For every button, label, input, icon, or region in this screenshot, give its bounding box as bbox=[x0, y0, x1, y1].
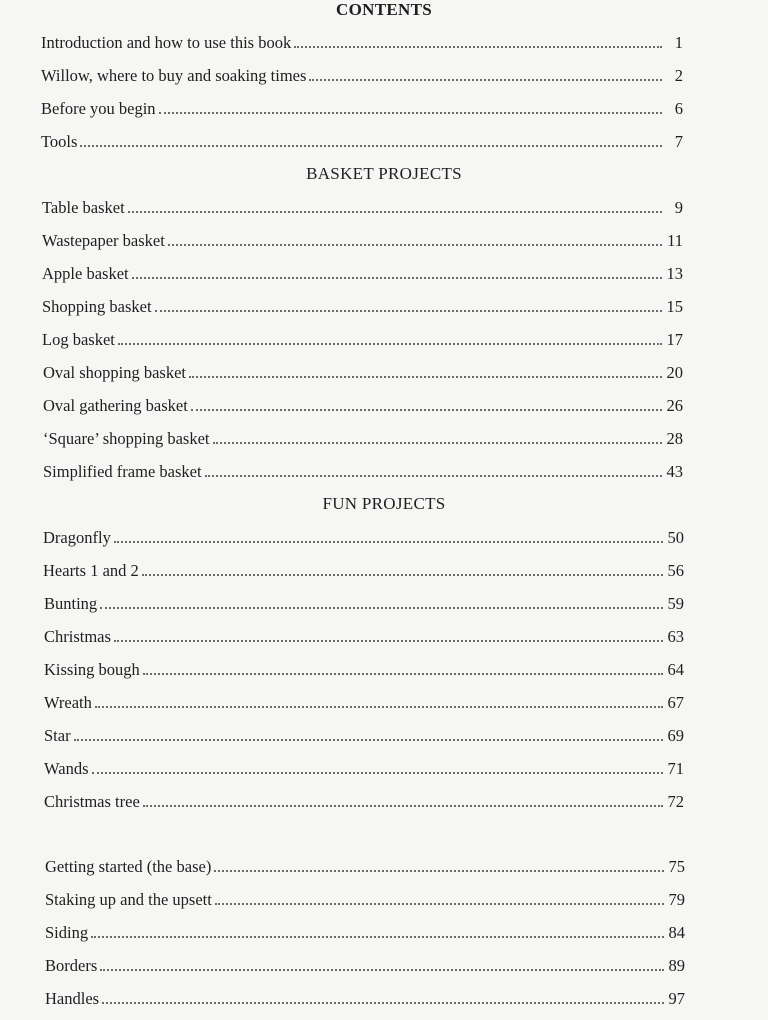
toc-entry-label: Star bbox=[44, 726, 71, 745]
dot-leader bbox=[189, 376, 662, 378]
toc-entry-label: Wands bbox=[44, 759, 89, 778]
toc-entry[interactable] bbox=[42, 198, 683, 222]
toc-entry[interactable] bbox=[43, 363, 683, 387]
toc-entry-page: 26 bbox=[666, 396, 683, 415]
dot-leader bbox=[142, 574, 663, 576]
toc-entry-page: 72 bbox=[667, 792, 684, 811]
dot-leader bbox=[95, 706, 663, 708]
toc-entry-page: 11 bbox=[667, 231, 683, 250]
toc-entry-page: 75 bbox=[668, 857, 685, 876]
toc-entry[interactable] bbox=[41, 33, 683, 57]
toc-entry-page: 69 bbox=[667, 726, 684, 745]
toc-entry[interactable] bbox=[44, 726, 684, 750]
toc-entry-label: Staking up and the upsett bbox=[45, 890, 212, 909]
dot-leader bbox=[168, 244, 662, 246]
toc-entry-page: 2 bbox=[674, 66, 683, 85]
toc-entry-label: Log basket bbox=[42, 330, 115, 349]
toc-entry-page: 84 bbox=[668, 923, 685, 942]
toc-entry-label: Wastepaper basket bbox=[42, 231, 165, 250]
toc-entry-label: Kissing bough bbox=[44, 660, 140, 679]
toc-entry-label: Willow, where to buy and soaking times bbox=[41, 66, 307, 85]
toc-entry-page: 15 bbox=[666, 297, 683, 316]
section-heading-fun-projects: FUN PROJECTS bbox=[322, 494, 446, 513]
toc-entry[interactable] bbox=[45, 923, 685, 947]
toc-entry[interactable] bbox=[43, 528, 684, 552]
dot-leader bbox=[159, 112, 662, 114]
toc-entry[interactable] bbox=[43, 462, 683, 486]
toc-entry-label: Wreath bbox=[44, 693, 92, 712]
dot-leader bbox=[100, 969, 664, 971]
dot-leader bbox=[91, 936, 664, 938]
toc-entry-label: Before you begin bbox=[41, 99, 156, 118]
dot-leader bbox=[155, 310, 662, 312]
dot-leader bbox=[214, 870, 664, 872]
toc-entry-page: 59 bbox=[667, 594, 684, 613]
dot-leader bbox=[80, 145, 662, 147]
toc-entry[interactable] bbox=[42, 330, 683, 354]
toc-entry[interactable] bbox=[44, 792, 684, 816]
toc-entry[interactable] bbox=[41, 66, 683, 90]
toc-entry[interactable] bbox=[41, 99, 683, 123]
toc-entry-label: Hearts 1 and 2 bbox=[43, 561, 139, 580]
toc-entry-label: Simplified frame basket bbox=[43, 462, 202, 481]
toc-entry-label: Borders bbox=[45, 956, 98, 975]
toc-entry-label: Table basket bbox=[42, 198, 125, 217]
toc-entry-label: ‘Square’ shopping basket bbox=[43, 429, 210, 448]
toc-entry-page: 6 bbox=[674, 99, 683, 118]
toc-entry[interactable] bbox=[42, 231, 683, 255]
toc-entry-page: 43 bbox=[666, 462, 683, 481]
toc-entry-page: 79 bbox=[668, 890, 685, 909]
toc-entry-page: 9 bbox=[674, 198, 683, 217]
toc-entry[interactable] bbox=[44, 594, 684, 618]
contents-title: CONTENTS bbox=[336, 0, 432, 19]
toc-entry-page: 50 bbox=[667, 528, 684, 547]
dot-leader bbox=[205, 475, 662, 477]
toc-entry[interactable] bbox=[42, 264, 683, 288]
toc-entry-page: 20 bbox=[666, 363, 683, 382]
toc-entry-label: Siding bbox=[45, 923, 89, 942]
toc-entry-page: 97 bbox=[668, 989, 685, 1008]
toc-entry-label: Introduction and how to use this book bbox=[41, 33, 292, 52]
toc-entry-label: Shopping basket bbox=[42, 297, 152, 316]
toc-entry-label: Bunting bbox=[44, 594, 98, 613]
dot-leader bbox=[143, 673, 663, 675]
dot-leader bbox=[191, 409, 662, 411]
toc-entry[interactable] bbox=[44, 660, 684, 684]
toc-entry-page: 17 bbox=[666, 330, 683, 349]
toc-entry-page: 1 bbox=[674, 33, 683, 52]
dot-leader bbox=[128, 211, 662, 213]
toc-entry[interactable] bbox=[44, 627, 684, 651]
dot-leader bbox=[213, 442, 663, 444]
toc-entry[interactable] bbox=[45, 956, 685, 980]
toc-entry-label: Apple basket bbox=[42, 264, 129, 283]
toc-entry-page: 13 bbox=[666, 264, 683, 283]
toc-entry[interactable] bbox=[44, 693, 684, 717]
dot-leader bbox=[74, 739, 663, 741]
toc-entry[interactable] bbox=[43, 429, 683, 453]
dot-leader bbox=[215, 903, 664, 905]
dot-leader bbox=[132, 277, 662, 279]
toc-entry-label: Oval shopping basket bbox=[43, 363, 186, 382]
section-heading-basket-projects: BASKET PROJECTS bbox=[306, 164, 462, 183]
toc-entry-page: 7 bbox=[674, 132, 683, 151]
toc-entry[interactable] bbox=[41, 132, 683, 156]
toc-entry[interactable] bbox=[42, 297, 683, 321]
toc-entry-label: Getting started (the base) bbox=[45, 857, 212, 876]
toc-entry-label: Tools bbox=[41, 132, 78, 151]
toc-entry[interactable] bbox=[45, 857, 685, 881]
toc-entry-label: Oval gathering basket bbox=[43, 396, 188, 415]
toc-entry-label: Dragonfly bbox=[43, 528, 111, 547]
toc-entry-page: 64 bbox=[667, 660, 684, 679]
dot-leader bbox=[100, 607, 663, 609]
toc-entry-page: 71 bbox=[667, 759, 684, 778]
dot-leader bbox=[102, 1002, 664, 1004]
toc-entry[interactable] bbox=[43, 396, 683, 420]
toc-entry-page: 67 bbox=[667, 693, 684, 712]
toc-entry[interactable] bbox=[43, 561, 684, 585]
toc-entry[interactable] bbox=[45, 989, 685, 1013]
dot-leader bbox=[118, 343, 662, 345]
toc-entry-page: 89 bbox=[668, 956, 685, 975]
dot-leader bbox=[92, 772, 664, 774]
toc-entry-label: Handles bbox=[45, 989, 100, 1008]
toc-entry-page: 63 bbox=[667, 627, 684, 646]
toc-entry-label: Christmas tree bbox=[44, 792, 140, 811]
toc-entry-label: Christmas bbox=[44, 627, 111, 646]
dot-leader bbox=[309, 79, 662, 81]
toc-entry[interactable] bbox=[44, 759, 684, 783]
toc-entry-page: 28 bbox=[666, 429, 683, 448]
dot-leader bbox=[294, 46, 662, 48]
toc-entry-page: 56 bbox=[667, 561, 684, 580]
dot-leader bbox=[114, 640, 663, 642]
dot-leader bbox=[143, 805, 663, 807]
toc-entry[interactable] bbox=[45, 890, 685, 914]
dot-leader bbox=[114, 541, 663, 543]
